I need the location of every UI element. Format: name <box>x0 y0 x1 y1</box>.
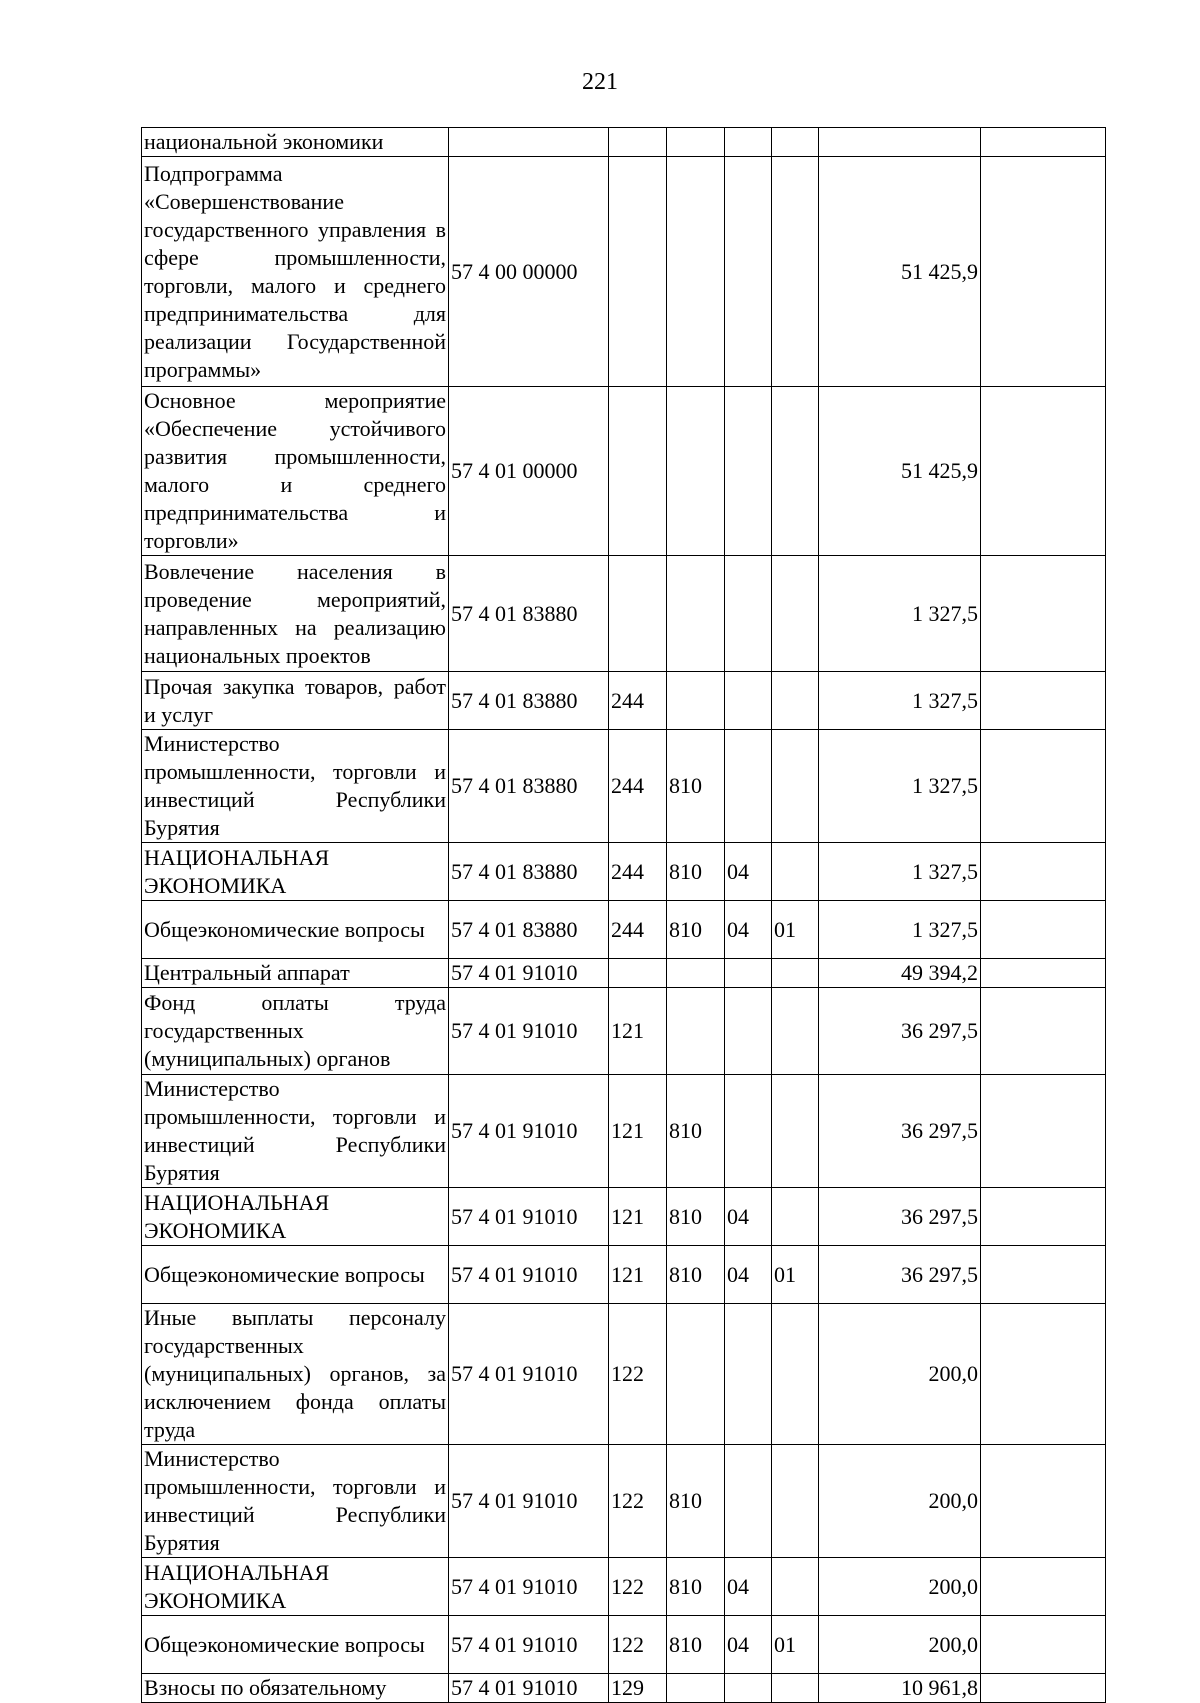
ministry-code <box>667 1304 725 1445</box>
amount: 200,0 <box>819 1304 981 1445</box>
target-code: 57 4 01 91010 <box>449 988 609 1075</box>
section-code <box>725 128 772 157</box>
table-row <box>142 1246 1106 1304</box>
target-code: 57 4 01 91010 <box>449 1246 609 1304</box>
row-name: Основное мероприятие «Обеспечение устойчивого развития промышленности, малого и среднего предпринимательства и торговли» <box>142 387 449 556</box>
ministry-code: 810 <box>667 1075 725 1188</box>
target-code: 57 4 01 91010 <box>449 1445 609 1558</box>
amount: 1 327,5 <box>819 843 981 901</box>
table-row <box>142 730 1106 843</box>
target-code: 57 4 01 83880 <box>449 730 609 843</box>
amount: 36 297,5 <box>819 1075 981 1188</box>
section-code: 04 <box>725 1246 772 1304</box>
table-row <box>142 1188 1106 1246</box>
amount: 200,0 <box>819 1616 981 1674</box>
row-name: Вовлечение населения в проведение мероприятий, направленных на реализацию национальных проектов <box>142 556 449 672</box>
table-row <box>142 672 1106 730</box>
amount: 36 297,5 <box>819 1188 981 1246</box>
section-code <box>725 387 772 556</box>
ministry-code <box>667 387 725 556</box>
subsection-code: 01 <box>772 1246 819 1304</box>
expense-type: 122 <box>609 1445 667 1558</box>
section-code <box>725 556 772 672</box>
expense-type: 122 <box>609 1616 667 1674</box>
section-code <box>725 1075 772 1188</box>
subsection-code <box>772 1188 819 1246</box>
extra-cell <box>981 901 1106 959</box>
table-row <box>142 959 1106 988</box>
section-code <box>725 959 772 988</box>
target-code: 57 4 01 91010 <box>449 959 609 988</box>
extra-cell <box>981 672 1106 730</box>
extra-cell <box>981 1246 1106 1304</box>
target-code: 57 4 01 91010 <box>449 1304 609 1445</box>
subsection-code <box>772 1304 819 1445</box>
expense-type: 129 <box>609 1674 667 1703</box>
subsection-code <box>772 387 819 556</box>
target-code: 57 4 01 91010 <box>449 1075 609 1188</box>
section-code: 04 <box>725 1188 772 1246</box>
expense-type: 244 <box>609 901 667 959</box>
ministry-code <box>667 556 725 672</box>
subsection-code <box>772 556 819 672</box>
row-name: НАЦИОНАЛЬНАЯ ЭКОНОМИКА <box>142 1558 449 1616</box>
extra-cell <box>981 128 1106 157</box>
table-row <box>142 157 1106 387</box>
section-code: 04 <box>725 901 772 959</box>
subsection-code <box>772 988 819 1075</box>
expense-type: 244 <box>609 843 667 901</box>
subsection-code <box>772 730 819 843</box>
table-row <box>142 901 1106 959</box>
row-name: Общеэкономические вопросы <box>142 901 449 959</box>
subsection-code <box>772 1558 819 1616</box>
table-row <box>142 387 1106 556</box>
section-code <box>725 988 772 1075</box>
expense-type <box>609 556 667 672</box>
row-name: Министерство промышленности, торговли и инвестиций Республики Бурятия <box>142 730 449 843</box>
subsection-code: 01 <box>772 1616 819 1674</box>
row-name: Фонд оплаты труда государственных (муниципальных) органов <box>142 988 449 1075</box>
budget-table <box>141 127 1106 1703</box>
amount: 36 297,5 <box>819 1246 981 1304</box>
ministry-code: 810 <box>667 1616 725 1674</box>
extra-cell <box>981 1075 1106 1188</box>
row-name: Иные выплаты персоналу государственных (муниципальных) органов, за исключением фонда оплаты труда <box>142 1304 449 1445</box>
ministry-code: 810 <box>667 1558 725 1616</box>
target-code: 57 4 01 91010 <box>449 1188 609 1246</box>
target-code: 57 4 01 91010 <box>449 1616 609 1674</box>
target-code: 57 4 01 83880 <box>449 901 609 959</box>
subsection-code <box>772 157 819 387</box>
ministry-code <box>667 672 725 730</box>
row-name: национальной экономики <box>142 128 449 157</box>
expense-type: 122 <box>609 1304 667 1445</box>
section-code <box>725 730 772 843</box>
ministry-code: 810 <box>667 1246 725 1304</box>
table-row <box>142 988 1106 1075</box>
target-code: 57 4 01 83880 <box>449 672 609 730</box>
section-code <box>725 1304 772 1445</box>
ministry-code: 810 <box>667 1445 725 1558</box>
expense-type: 121 <box>609 1246 667 1304</box>
amount: 1 327,5 <box>819 672 981 730</box>
extra-cell <box>981 157 1106 387</box>
extra-cell <box>981 1445 1106 1558</box>
table-row <box>142 1445 1106 1558</box>
table-row <box>142 556 1106 672</box>
table-row <box>142 1304 1106 1445</box>
ministry-code <box>667 959 725 988</box>
page-number: 221 <box>582 69 618 95</box>
amount: 36 297,5 <box>819 988 981 1075</box>
section-code: 04 <box>725 1558 772 1616</box>
amount: 200,0 <box>819 1445 981 1558</box>
ministry-code: 810 <box>667 1188 725 1246</box>
ministry-code <box>667 128 725 157</box>
amount: 1 327,5 <box>819 556 981 672</box>
row-name: Министерство промышленности, торговли и инвестиций Республики Бурятия <box>142 1075 449 1188</box>
extra-cell <box>981 1558 1106 1616</box>
target-code: 57 4 01 83880 <box>449 556 609 672</box>
ministry-code <box>667 157 725 387</box>
expense-type: 121 <box>609 1075 667 1188</box>
extra-cell <box>981 730 1106 843</box>
subsection-code <box>772 959 819 988</box>
ministry-code: 810 <box>667 730 725 843</box>
row-name: Общеэкономические вопросы <box>142 1616 449 1674</box>
extra-cell <box>981 959 1106 988</box>
table-row <box>142 1616 1106 1674</box>
subsection-code: 01 <box>772 901 819 959</box>
expense-type: 121 <box>609 1188 667 1246</box>
amount: 49 394,2 <box>819 959 981 988</box>
section-code <box>725 1674 772 1703</box>
ministry-code: 810 <box>667 901 725 959</box>
row-name: Центральный аппарат <box>142 959 449 988</box>
extra-cell <box>981 988 1106 1075</box>
ministry-code: 810 <box>667 843 725 901</box>
row-name: Подпрограмма «Совершенствование государственного управления в сфере промышленности, торговли, малого и среднего предпринимательства для реализации Государственной программы» <box>142 157 449 387</box>
table-row <box>142 843 1106 901</box>
amount: 1 327,5 <box>819 730 981 843</box>
ministry-code <box>667 1674 725 1703</box>
extra-cell <box>981 556 1106 672</box>
amount: 51 425,9 <box>819 387 981 556</box>
row-name: Взносы по обязательному <box>142 1674 449 1703</box>
target-code: 57 4 01 91010 <box>449 1558 609 1616</box>
extra-cell <box>981 1616 1106 1674</box>
section-code <box>725 672 772 730</box>
table-row <box>142 1075 1106 1188</box>
subsection-code <box>772 1075 819 1188</box>
extra-cell <box>981 843 1106 901</box>
table-row <box>142 1674 1106 1703</box>
expense-type: 244 <box>609 730 667 843</box>
table-row <box>142 1558 1106 1616</box>
row-name: Прочая закупка товаров, работ и услуг <box>142 672 449 730</box>
subsection-code <box>772 843 819 901</box>
target-code <box>449 128 609 157</box>
expense-type: 121 <box>609 988 667 1075</box>
amount: 1 327,5 <box>819 901 981 959</box>
row-name: НАЦИОНАЛЬНАЯ ЭКОНОМИКА <box>142 843 449 901</box>
subsection-code <box>772 1674 819 1703</box>
section-code: 04 <box>725 1616 772 1674</box>
expense-type: 244 <box>609 672 667 730</box>
target-code: 57 4 01 00000 <box>449 387 609 556</box>
table-row <box>142 128 1106 157</box>
extra-cell <box>981 1188 1106 1246</box>
extra-cell <box>981 1304 1106 1445</box>
expense-type <box>609 157 667 387</box>
subsection-code <box>772 128 819 157</box>
subsection-code <box>772 672 819 730</box>
section-code <box>725 1445 772 1558</box>
ministry-code <box>667 988 725 1075</box>
extra-cell <box>981 387 1106 556</box>
expense-type: 122 <box>609 1558 667 1616</box>
subsection-code <box>772 1445 819 1558</box>
section-code <box>725 157 772 387</box>
expense-type <box>609 387 667 556</box>
target-code: 57 4 01 91010 <box>449 1674 609 1703</box>
expense-type <box>609 128 667 157</box>
extra-cell <box>981 1674 1106 1703</box>
amount: 51 425,9 <box>819 157 981 387</box>
row-name: НАЦИОНАЛЬНАЯ ЭКОНОМИКА <box>142 1188 449 1246</box>
amount: 10 961,8 <box>819 1674 981 1703</box>
row-name: Министерство промышленности, торговли и инвестиций Республики Бурятия <box>142 1445 449 1558</box>
amount <box>819 128 981 157</box>
target-code: 57 4 00 00000 <box>449 157 609 387</box>
expense-type <box>609 959 667 988</box>
target-code: 57 4 01 83880 <box>449 843 609 901</box>
amount: 200,0 <box>819 1558 981 1616</box>
section-code: 04 <box>725 843 772 901</box>
row-name: Общеэкономические вопросы <box>142 1246 449 1304</box>
